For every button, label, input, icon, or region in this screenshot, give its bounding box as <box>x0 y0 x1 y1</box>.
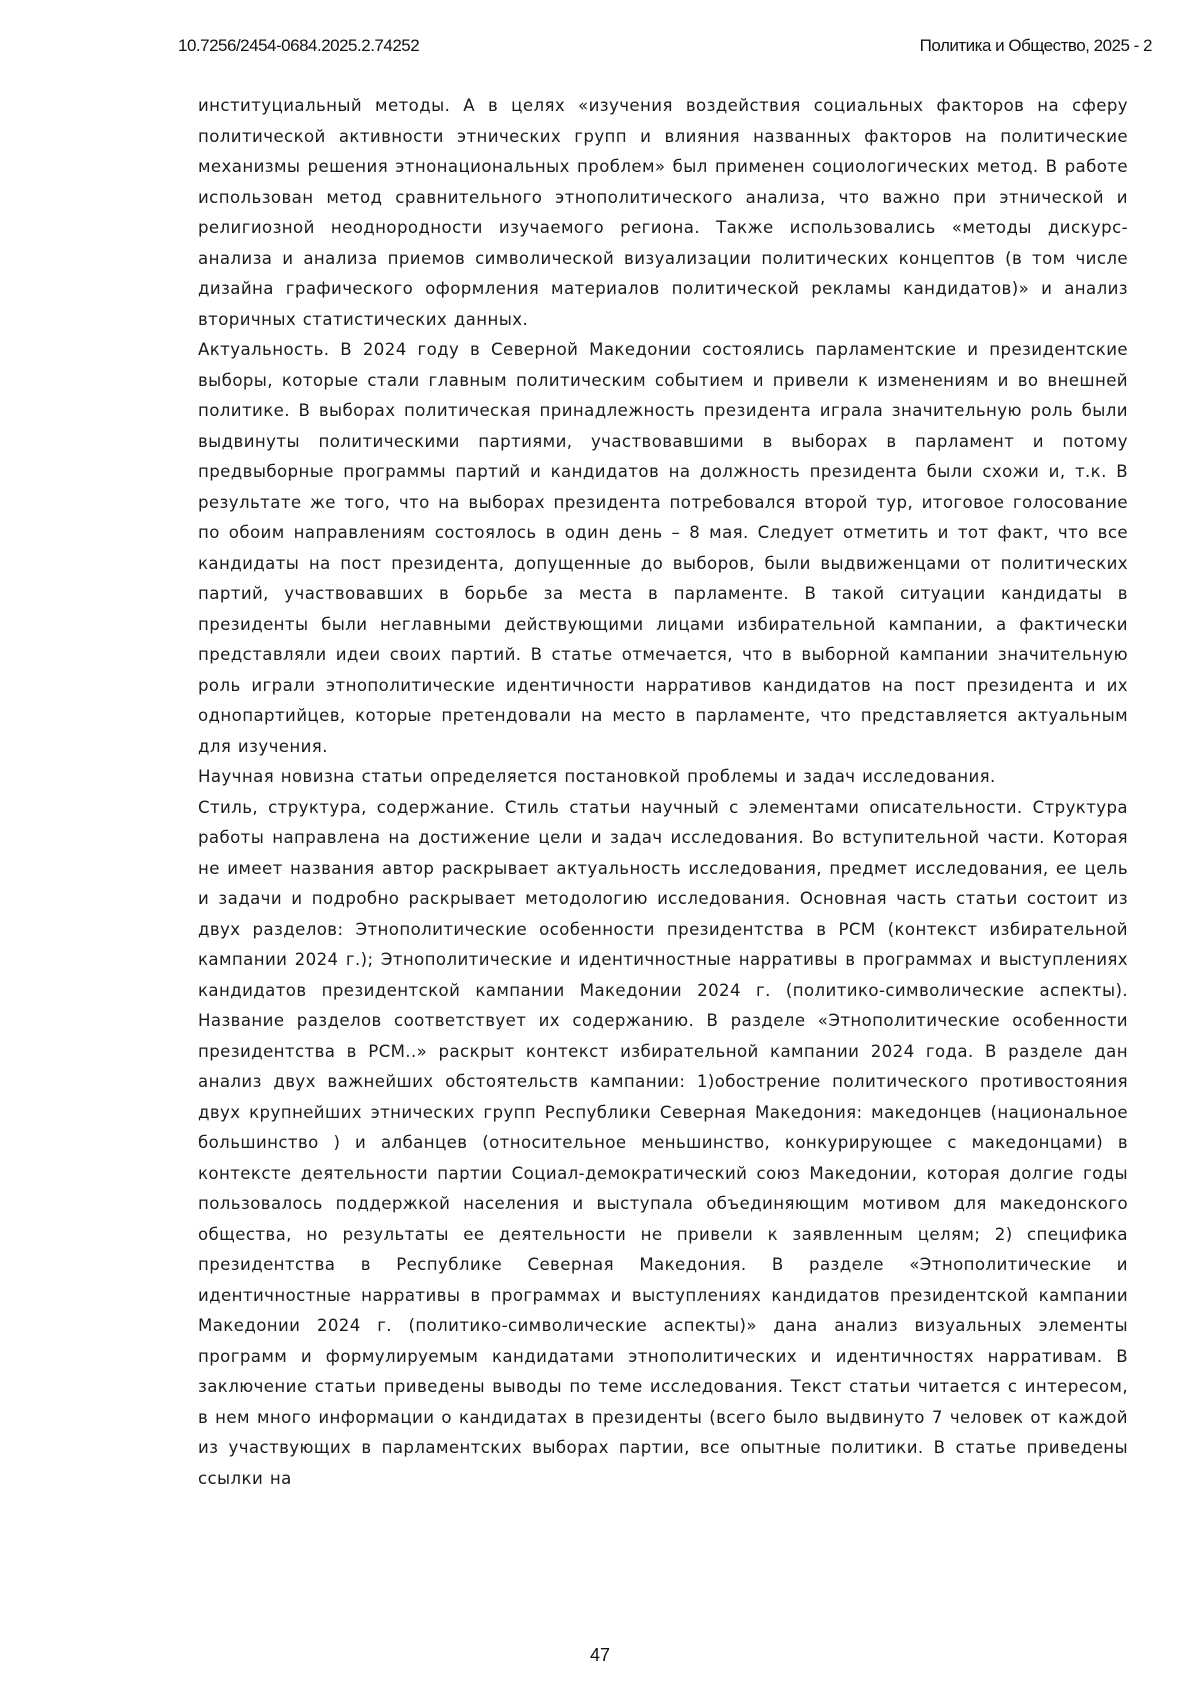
paragraph-relevance: Актуальность. В 2024 году в Северной Македонии состоялись парламентские и президентские выборы, которые стали главным политическим событием и привели к изменениям и во внешней политике. В выборах политическая принадлежность президента играла значительную роль были выдвинуты политическими партиями, участвовавшими в выборах в парламент и потому предвыборные программы партий и кандидатов на должность президента были схожи и, т.к. В результате же того, что на выборах президента потребовался второй тур, итоговое голосование по обоим направлениям состоялось в один день – 8 мая. Следует отметить и тот факт, что все кандидаты на пост президента, допущенные до выборов, были выдвиженцами от политических партий, участвовавших в борьбе за места в парламенте. В такой ситуации кандидаты в президенты были неглавными действующими лицами избирательной кампании, а фактически представляли идеи своих партий. В статье отмечается, что в выборной кампании значительную роль играли этнополитические идентичности нарративов кандидатов на пост президента и их однопартийцев, которые претендовали на место в парламенте, что представляется актуальным для изучения. <box>198 340 1128 756</box>
doi-header: 10.7256/2454-0684.2025.2.74252 <box>178 36 420 55</box>
article-body <box>198 91 1128 1494</box>
paragraph-novelty: Научная новизна статьи определяется постановкой проблемы и задач исследования. <box>198 767 996 786</box>
paragraph-style-structure: Стиль, структура, содержание. Стиль статьи научный с элементами описательности. Структура работы направлена на достижение цели и задач исследования. Во вступительной части. Которая не имеет названия автор раскрывает актуальность исследования, предмет исследования, ее цель и задачи и подробно раскрывает методологию исследования. Основная часть статьи состоит из двух разделов: Этнополитические особенности президентства в РСМ (контекст избирательной кампании 2024 г.); Этнополитические и идентичностные нарративы в программах и выступлениях кандидатов президентской кампании Македонии 2024 г. (политико-символические аспекты). Название разделов соответствует их содержанию. В разделе «Этнополитические особенности президентства в РСМ..» раскрыт контекст избирательной кампании 2024 года. В разделе дан анализ двух важнейших обстоятельств кампании: 1)обострение политического противостояния двух крупнейших этнических групп Республики Северная Македония: македонцев (национальное большинство ) и албанцев (относительное меньшинство, конкурирующее с македонцами) в контексте деятельности партии Социал-демократический союз Македонии, которая долгие годы пользовалось поддержкой населения и выступала объединяющим мотивом для македонского общества, но результаты ее деятельности не привели к заявленным целям; 2) специфика президентства в Республике Северная Македония. В разделе «Этнополитические и идентичностные нарративы в программах и выступлениях кандидатов президентской кампании Македонии 2024 г. (политико-символические аспекты)» дана анализ визуальных элементы программ и формулируемым кандидатами этнополитических и идентичностях нарративам. В заключение статьи приведены выводы по теме исследования. Текст статьи читается с интересом, в нем много информации о кандидатах в президенты (всего было выдвинуто 7 человек от каждой из участвующих в парламентских выборах партии, все опытные политики. В статье приведены ссылки на <box>198 797 1128 1488</box>
paragraph-methods: институциальный методы. А в целях «изучения воздействия социальных факторов на сферу политической активности этнических групп и влияния названных факторов на политические механизмы решения этнонациональных проблем» был применен социологических метод. В работе использован метод сравнительного этнополитического анализа, что важно при этнической и религиозной неоднородности изучаемого региона. Также использовались «методы дискурс-анализа и анализа приемов символической визуализации политических концептов (в том числе дизайна графического оформления материалов политической рекламы кандидатов)» и анализ вторичных статистических данных. <box>198 96 1128 329</box>
journal-header: Политика и Общество, 2025 - 2 <box>919 36 1152 55</box>
page-number: 47 <box>589 1645 611 1665</box>
